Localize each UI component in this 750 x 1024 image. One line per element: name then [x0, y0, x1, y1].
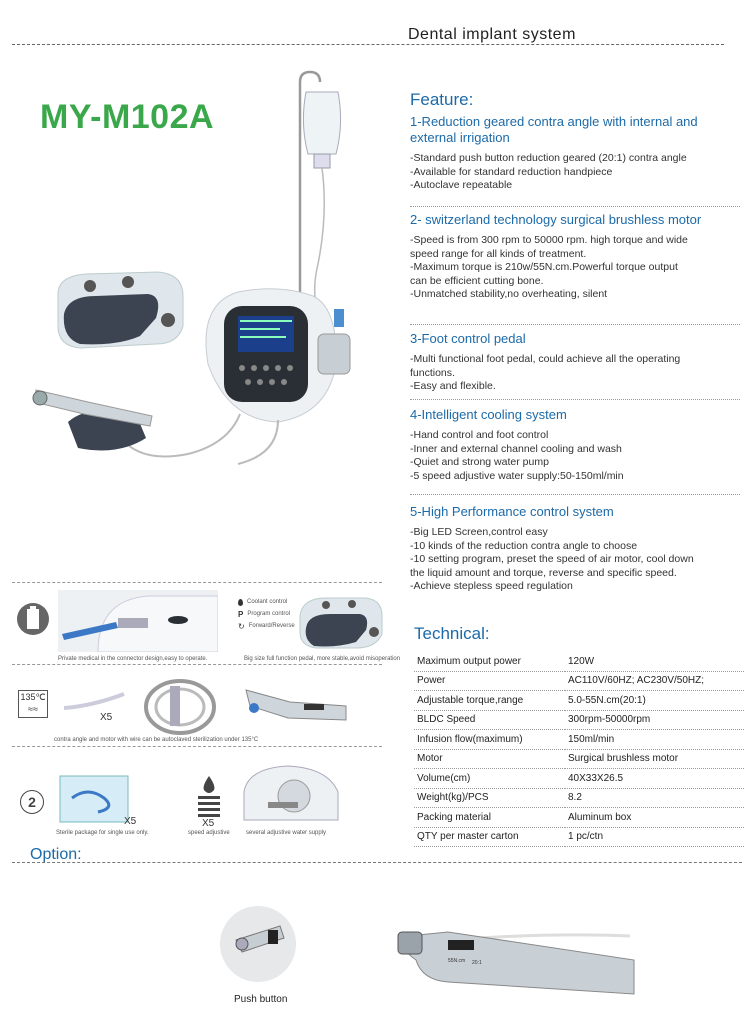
foot-pedal	[58, 272, 183, 348]
water-speed-icon	[196, 774, 222, 820]
technical-key: QTY per master carton	[414, 827, 565, 847]
feature-divider-1	[410, 206, 740, 207]
pedal-legend	[238, 596, 296, 632]
technical-value: Aluminum box	[565, 808, 744, 828]
feature-section-5	[410, 504, 740, 594]
caption-connector: Private medical in the connector design,easy to operate.	[58, 656, 208, 662]
feature-body-1: -Standard push button reduction geared (20:1) contra angle -Available for standard reduction handpiece -Autoclave repeatable	[410, 152, 687, 191]
legend-forward	[238, 620, 296, 632]
technical-table	[414, 652, 744, 847]
model-number: MY-M102A	[40, 98, 215, 136]
product-illustration	[28, 64, 404, 484]
reverse-arrow-icon: ↻	[238, 621, 245, 631]
technical-key: Motor	[414, 749, 565, 769]
feature-section-4	[410, 407, 740, 483]
feature-divider-3	[410, 399, 740, 400]
feature-body-2: -Speed is from 300 rpm to 50000 rpm. high torque and wide speed range for all kinds of treatment. -Maximum torque is 210w/55N.cm.Powerful torque output can be efficient cutting bone. -Unmatched stability,no overheating, silent	[410, 234, 688, 300]
technical-key: Infusion flow(maximum)	[414, 730, 565, 750]
pedal-photo	[296, 590, 386, 650]
gallery-divider-3	[12, 746, 382, 747]
technical-value: Surgical brushless motor	[565, 749, 744, 769]
technical-row	[414, 710, 744, 730]
technical-row	[414, 652, 744, 671]
angle-ratio-mark: 20:1	[472, 960, 482, 966]
water-pump-photo	[238, 762, 344, 824]
feature-title: Feature:	[410, 90, 474, 109]
technical-row	[414, 691, 744, 711]
iv-drip-chamber	[314, 154, 330, 168]
technical-key: Adjustable torque,range	[414, 691, 565, 711]
option-title: Option:	[30, 846, 82, 863]
technical-row	[414, 671, 744, 691]
technical-row	[414, 808, 744, 828]
legend-program-text: Program control	[247, 611, 291, 617]
page-header-title: Dental implant system	[408, 26, 576, 43]
feature-divider-2	[410, 324, 740, 325]
feature-body-3: -Multi functional foot pedal, could achieve all the operating functions. -Easy and flexible.	[410, 353, 681, 392]
quantity-x5-speed: X5	[202, 818, 215, 829]
technical-row	[414, 827, 744, 847]
technical-value: 1 pc/ctn	[565, 827, 744, 847]
feature-section-2	[410, 212, 740, 302]
gallery-divider-top	[12, 582, 382, 583]
caption-speed: speed adjustive	[188, 830, 230, 836]
technical-value: 40X33X26.5	[565, 769, 744, 789]
technical-value: 300rpm-50000rpm	[565, 710, 744, 730]
handpiece-holder	[33, 390, 152, 450]
technical-key: Power	[414, 671, 565, 691]
technical-table-body	[414, 652, 744, 847]
technical-key: BLDC Speed	[414, 710, 565, 730]
option-divider	[12, 862, 742, 863]
legend-forward-text: Forward/Reverse	[248, 623, 295, 629]
header-divider	[12, 44, 724, 45]
legend-coolant-text: Coolant control	[247, 599, 288, 605]
iv-clamp	[334, 309, 344, 327]
iv-bag	[303, 92, 340, 154]
technical-value: 150ml/min	[565, 730, 744, 750]
feature-heading-5: 5-High Performance control system	[410, 504, 614, 519]
technical-value: 5.0-55N.cm(20:1)	[565, 691, 744, 711]
caption-autoclave: contra angle and motor with wire can be autoclaved sterilization under 135°C	[54, 737, 259, 743]
caption-pedal: Big size full function pedal, more stable,avoid misoperation	[244, 656, 401, 662]
feature-body-4: -Hand control and foot control -Inner and external channel cooling and wash -Quiet and strong water pump -5 speed adjustive water supply:50-150ml/min	[410, 429, 624, 482]
technical-title: Technical:	[414, 624, 490, 643]
motor-cable-photo	[140, 676, 220, 738]
connector-photo	[58, 590, 218, 652]
technical-value: 120W	[565, 652, 744, 671]
technical-value: AC110V/60HZ; AC230V/50HZ;	[565, 671, 744, 691]
push-button-label: Push button	[234, 994, 288, 1005]
feature-divider-4	[410, 494, 740, 495]
angle-torque-mark: 55N.cm	[448, 958, 466, 964]
irrigation-tube-photo	[62, 690, 126, 710]
feature-heading-4: 4-Intelligent cooling system	[410, 407, 567, 422]
feature-section-1	[410, 114, 740, 193]
steam-icon: ≈≈	[28, 704, 38, 714]
push-button-photo	[218, 904, 298, 984]
quantity-x5-package: X5	[124, 816, 137, 827]
feature-heading-3: 3-Foot control pedal	[410, 331, 526, 346]
contra-angle-handpiece-photo	[388, 902, 640, 1004]
technical-row	[414, 749, 744, 769]
technical-key: Packing material	[414, 808, 565, 828]
pump-unit	[318, 334, 350, 374]
technical-row	[414, 730, 744, 750]
feature-heading-2: 2- switzerland technology surgical brushless motor	[410, 212, 702, 227]
technical-row	[414, 769, 744, 789]
feature-heading-1: 1-Reduction geared contra angle with internal and external irrigation	[410, 114, 698, 145]
autoclave-135-icon	[18, 690, 48, 718]
autoclave-temp-text: 135℃	[20, 692, 46, 702]
legend-coolant	[238, 596, 296, 608]
technical-key: Volume(cm)	[414, 769, 565, 789]
program-p-icon: P	[238, 609, 244, 619]
connector-icon	[16, 602, 50, 636]
quantity-x5-tube: X5	[100, 712, 113, 723]
legend-program	[238, 608, 296, 620]
technical-row	[414, 788, 744, 808]
water-drop-icon	[238, 599, 243, 606]
single-use-2-icon: 2	[20, 790, 44, 814]
technical-value: 8.2	[565, 788, 744, 808]
gallery-divider-2	[12, 664, 382, 665]
technical-key: Weight(kg)/PCS	[414, 788, 565, 808]
feature-section-3	[410, 331, 740, 394]
technical-key: Maximum output power	[414, 652, 565, 671]
sterile-package-photo	[58, 774, 130, 824]
caption-sterile: Sterile package for single use only.	[56, 830, 149, 836]
feature-body-5: -Big LED Screen,control easy -10 kinds of the reduction contra angle to choose -10 setting program, preset the speed of air motor, cool down the liquid amount and torque, reverse and specific speed. -Achieve stepless speed regulation	[410, 526, 694, 592]
caption-water-supply: several adjustive water supply	[246, 830, 327, 836]
contra-angle-photo	[240, 684, 350, 732]
control-console	[206, 289, 350, 422]
